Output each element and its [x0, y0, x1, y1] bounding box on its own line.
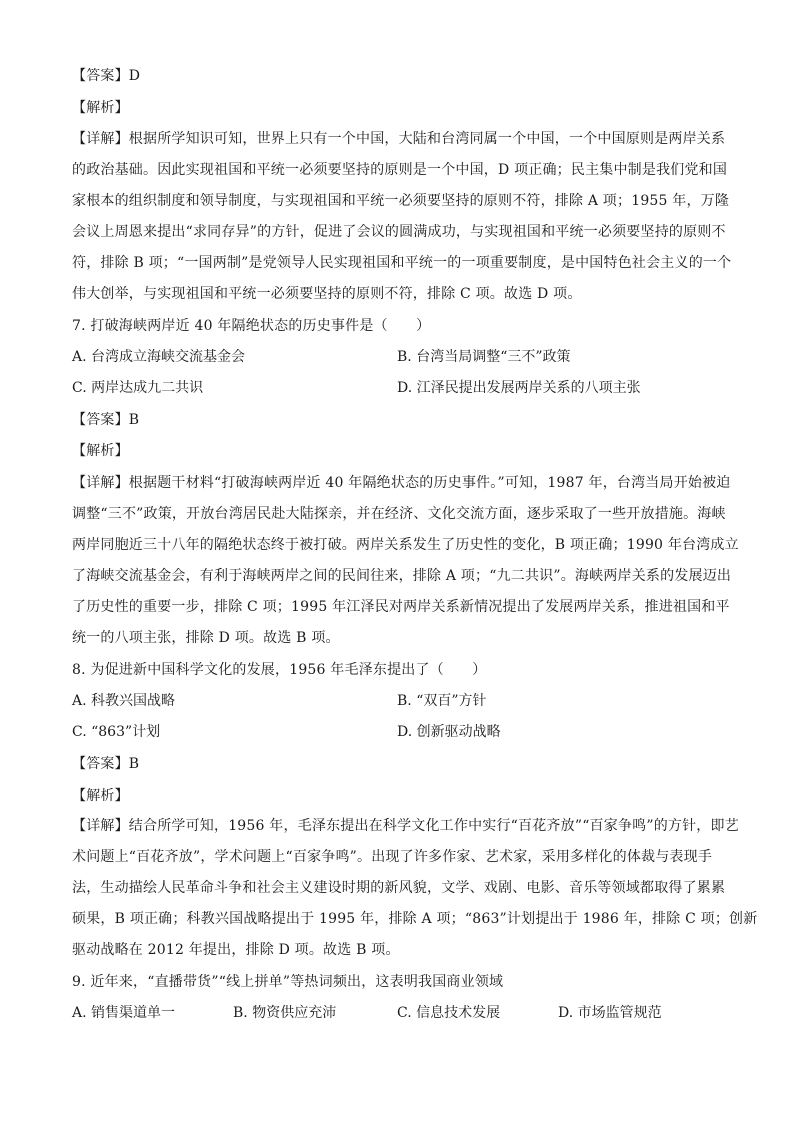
q8-option-b: B. “双百”方针 [397, 693, 487, 709]
q8-detail-line: 驱动战略在 2012 年提出，排除 D 项。故选 B 项。 [72, 942, 400, 958]
q9-option-b: B. 物资供应充沛 [233, 1005, 337, 1021]
q8-detail-line: 术问题上“百花齐放”，学术问题上“百家争鸣”。出现了许多作家、艺术家，采用多样化的体裁与表现手 [72, 849, 713, 865]
q8-detail-line: 法，生动描绘人民革命斗争和社会主义建设时期的新风貌，文学、戏剧、电影、音乐等领域都取得了累累 [72, 880, 726, 896]
q7-detail-line: 了历史性的重要一步，排除 C 项；1995 年江泽民对两岸关系新情况提出了发展两岸关系，推进祖国和平 [72, 599, 730, 615]
q6-detail-line: 家根本的组织制度和领导制度，与实现祖国和平统一必须要坚持的原则不符，排除 A 项；1955 年，万隆 [72, 193, 730, 209]
q8-answer: 【答案】B [72, 756, 140, 772]
q7-option-b: B. 台湾当局调整“三不”政策 [397, 349, 571, 365]
q6-detail-line: 符，排除 B 项；“一国两制”是党领导人民实现祖国和平统一的一项重要制度，是中国特色社会主义的一个 [72, 255, 732, 271]
q8-detail-line: 【详解】结合所学可知，1956 年，毛泽东提出在科学文化工作中实行“百花齐放”“百家争鸣”的方针，即艺 [72, 818, 739, 834]
q6-answer: 【答案】D [72, 68, 141, 84]
q7-answer: 【答案】B [72, 412, 140, 428]
q6-detail-line: 伟大创举，与实现祖国和平统一必须要坚持的原则不符，排除 C 项。故选 D 项。 [72, 286, 582, 302]
q8-option-a: A. 科教兴国战略 [72, 693, 176, 709]
q9-stem: 9. 近年来，“直播带货”“线上拼单”等热词频出，这表明我国商业领域 [72, 974, 504, 990]
q7-detail-line: 调整“三不”政策，开放台湾居民赴大陆探亲，并在经济、文化交流方面，逐步采取了一些开放措施。海峡 [72, 506, 726, 522]
q9-option-c: C. 信息技术发展 [397, 1005, 501, 1021]
q8-detail-line: 硕果，B 项正确；科教兴国战略提出于 1995 年，排除 A 项；“863”计划提出于 1986 年，排除 C 项；创新 [72, 911, 758, 927]
q7-detail-line: 两岸同胞近三十八年的隔绝状态终于被打破。两岸关系发生了历史性的变化，B 项正确；1990 年台湾成立 [72, 537, 739, 553]
q6-analysis: 【解析】 [72, 100, 129, 116]
q7-stem: 7. 打破海峡两岸近 40 年隔绝状态的历史事件是（ ） [72, 318, 431, 334]
q8-option-c: C. “863”计划 [72, 724, 161, 740]
q8-stem: 8. 为促进新中国科学文化的发展，1956 年毛泽东提出了（ ） [72, 662, 487, 678]
q7-option-c: C. 两岸达成九二共识 [72, 380, 204, 396]
q7-option-d: D. 江泽民提出发展两岸关系的八项主张 [397, 380, 641, 396]
q8-analysis: 【解析】 [72, 788, 129, 804]
q8-option-d: D. 创新驱动战略 [397, 724, 501, 740]
q6-detail-line: 的政治基础。因此实现祖国和平统一必须要坚持的原则是一个中国，D 项正确；民主集中制是我们党和国 [72, 162, 728, 178]
q7-option-a: A. 台湾成立海峡交流基金会 [72, 349, 246, 365]
q6-detail-line: 【详解】根据所学知识可知，世界上只有一个中国，大陆和台湾同属一个中国，一个中国原则是两岸关系 [72, 131, 726, 147]
q7-detail-line: 了海峡交流基金会，有利于海峡两岸之间的民间往来，排除 A 项；“九二共识”。海峡两岸关系的发展迈出 [72, 568, 732, 584]
q6-detail-line: 会议上周恩来提出“求同存异”的方针，促进了会议的圆满成功，与实现祖国和平统一必须要坚持的原则不 [72, 224, 726, 240]
q9-option-d: D. 市场监管规范 [558, 1005, 662, 1021]
q7-detail-line: 【详解】根据题干材料“打破海峡两岸近 40 年隔绝状态的历史事件。”可知，1987 年，台湾当局开始被迫 [72, 475, 731, 491]
q7-analysis: 【解析】 [72, 443, 129, 459]
q7-detail-line: 统一的八项主张，排除 D 项。故选 B 项。 [72, 630, 340, 646]
q9-option-a: A. 销售渠道单一 [72, 1005, 176, 1021]
